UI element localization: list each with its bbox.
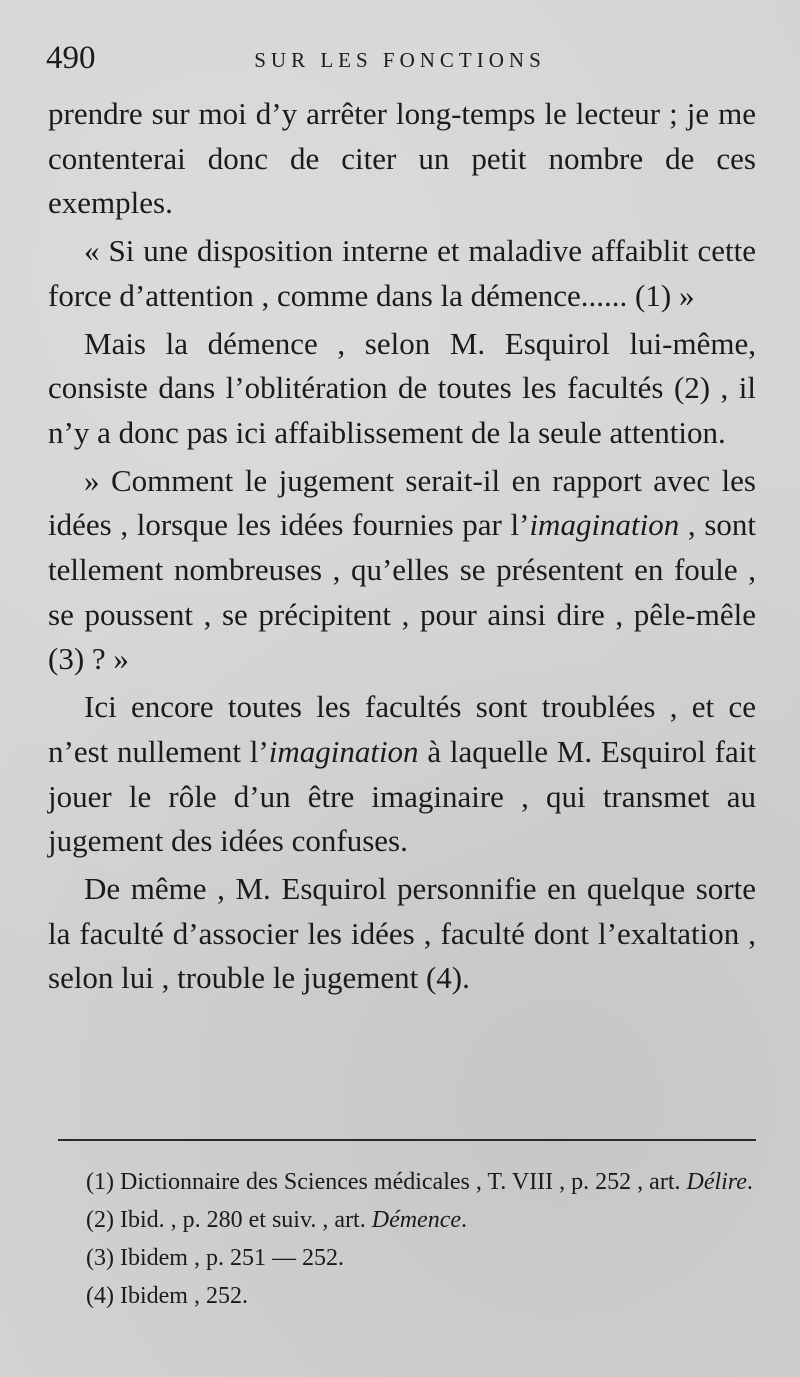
paragraph-3: Mais la démence , selon M. Esquirol lui-même, consiste dans l’oblitération de toutes les facultés (2) , il n’y a donc pas ici affaiblissement de la seule attention. (48, 325, 756, 450)
paragraph-5: Ici encore toutes les facultés sont troublées , et ce n’est nullement l’imagination à laquelle M. Esquirol fait jouer le rôle d’un être imaginaire , qui transmet au jugement des idées confuses. (48, 689, 756, 859)
paragraph-1: prendre sur moi d’y arrêter long-temps le lecteur ; je me contenterai donc de citer un petit nombre de ces exemples. (48, 96, 756, 221)
italic-term: imagination (529, 507, 680, 543)
footnote-3: (3) Ibidem , p. 251 — 252. (86, 1245, 344, 1271)
page-number: 490 (46, 40, 96, 76)
italic-term: imagination (268, 733, 419, 769)
page-header (40, 40, 760, 80)
footnote-4: (4) Ibidem , 252. (86, 1283, 248, 1309)
footnote-1: (1) Dictionnaire des Sciences médicales , T. VIII , p. 252 , art. Délire. (86, 1169, 753, 1195)
footnotes (50, 1163, 755, 1315)
paragraph-6: De même , M. Esquirol personnifie en quelque sorte la faculté d’associer les idées , faculté dont l’exaltation , selon lui , trouble le jugement (4). (48, 870, 756, 996)
main-text (48, 92, 756, 1001)
paragraph-4: » Comment le jugement serait-il en rapport avec les idées , lorsque les idées fournies par l’imagination , sont tellement nombreuses , qu’elles se présentent en foule , se poussent , se précipitent , pour ainsi dire , pêle-mêle (3) ? » (48, 462, 756, 677)
footnote-rule (58, 1139, 756, 1141)
footnote-2: (2) Ibid. , p. 280 et suiv. , art. Démence. (86, 1207, 468, 1233)
italic-term: Démence (371, 1207, 462, 1233)
italic-term: Délire (686, 1169, 747, 1195)
paragraph-2: « Si une disposition interne et maladive affaiblit cette force d’attention , comme dans la démence...... (1) » (48, 233, 756, 313)
running-head: SUR LES FONCTIONS (254, 48, 546, 72)
